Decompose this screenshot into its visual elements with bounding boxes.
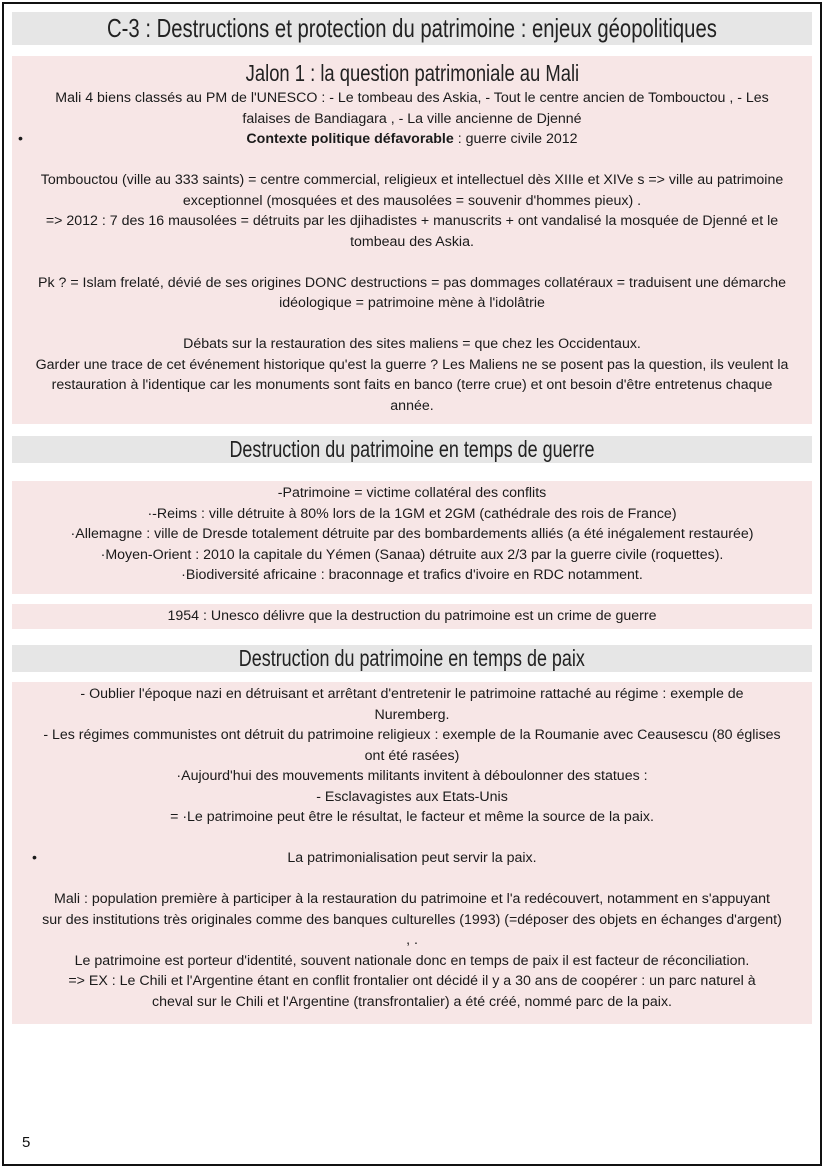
peace-line: , . <box>406 932 418 948</box>
jalon1-title: Jalon 1 : la question patrimoniale au Mali <box>245 60 579 86</box>
peace-line: - Oublier l'époque nazi en détruisant et arrêtant d'entretenir le patrimoine rattaché au régime : exemple de <box>80 686 744 702</box>
war-line: ·Biodiversité africaine : braconnage et trafics d'ivoire en RDC notamment. <box>181 567 643 583</box>
peace-line: ·Aujourd'hui des mouvements militants invitent à déboulonner des statues : <box>176 768 648 784</box>
jalon1-line: Garder une trace de cet événement historique qu'est la guerre ? Les Maliens ne se posent pas la question, ils veulent la <box>35 356 789 373</box>
war-section-title <box>12 436 812 463</box>
peace-section-title <box>12 645 812 672</box>
jalon1-line: restauration à l'identique car les monuments sont faits en banco (terre crue) et ont besoin d'être entretenus chaque <box>51 377 773 393</box>
peace-line: sur des institutions très originales comme des banques culturelles (1993) (=déposer des objets en échanges d'argent) <box>42 911 782 928</box>
peace-line: => EX : Le Chili et l'Argentine étant en conflit frontalier ont décidé il y a 30 ans de coopérer : un parc naturel à <box>68 973 756 989</box>
jalon1-line: Débats sur la restauration des sites maliens = que chez les Occidentaux. <box>183 336 641 352</box>
peace-line: - Les régimes communistes ont détruit du patrimoine religieux : exemple de la Roumanie avec Ceausescu (80 églises <box>43 727 781 743</box>
war-line: -Patrimoine = victime collatéral des conflits <box>277 485 547 501</box>
unesco-line: 1954 : Unesco délivre que la destruction du patrimoine est un crime de guerre <box>167 608 657 624</box>
unesco-box <box>12 604 812 629</box>
main-title <box>12 12 812 45</box>
jalon1-line: Mali 4 biens classés au PM de l'UNESCO : - Le tombeau des Askia, - Tout le centre ancien de Tombouctou , - Les <box>55 90 769 106</box>
war-box <box>12 481 812 594</box>
peace-line: Nuremberg. <box>374 706 450 723</box>
bullet-icon: • <box>18 131 23 147</box>
bullet-icon: • <box>32 850 37 866</box>
peace-bullet-line <box>12 848 812 869</box>
peace-line: Le patrimoine est porteur d'identité, souvent nationale donc en temps de paix il est facteur de réconciliation. <box>74 952 750 969</box>
peace-line: = ·Le patrimoine peut être le résultat, le facteur et même la source de la paix. <box>170 809 654 825</box>
jalon1-line: Pk ? = Islam frelaté, dévié de ses origines DONC destructions = pas dommages collatéraux = traduisent une démarche <box>38 274 786 291</box>
jalon1-line: Tombouctou (ville au 333 saints) = centre commercial, religieux et intellectuel dès XIIIe et XIVe s => ville au patrimoine <box>40 172 784 188</box>
main-title-text: C-3 : Destructions et protection du patrimoine : enjeux géopolitiques <box>107 13 717 43</box>
war-line: ·Allemagne : ville de Dresde totalement détruite par des bombardements alliés (a été inégalement restaurée) <box>70 526 754 542</box>
jalon1-line: année. <box>390 397 434 414</box>
jalon1-line: idéologique = patrimoine mène à l'idolâtrie <box>279 295 545 311</box>
jalon1-line: exceptionnel (mosquées et des mausolées = souvenir d'hommes pieux) . <box>182 192 642 209</box>
peace-line: ont été rasées) <box>364 747 460 764</box>
peace-line: cheval sur le Chili et l'Argentine (transfrontalier) a été créé, nommé parc de la paix. <box>151 993 672 1010</box>
war-line: ·-Reims : ville détruite à 80% lors de la 1GM et 2GM (cathédrale des rois de France) <box>147 505 677 522</box>
jalon1-box <box>12 56 812 424</box>
peace-box <box>12 682 812 1024</box>
jalon1-context <box>12 129 812 150</box>
peace-line: Mali : population première à participer à la restauration du patrimoine et l'a redécouvert, notamment en s'appuyant <box>54 891 770 907</box>
war-line: ·Moyen-Orient : 2010 la capitale du Yémen (Sanaa) détruite aux 2/3 par la guerre civile (roquettes). <box>100 546 724 563</box>
page-number: 5 <box>22 1134 31 1151</box>
jalon1-line: falaises de Bandiagara , - La ville ancienne de Djenné <box>242 110 582 127</box>
war-title-text: Destruction du patrimoine en temps de guerre <box>229 436 595 462</box>
jalon1-line: => 2012 : 7 des 16 mausolées = détruits par les djihadistes + manuscrits + ont vandalisé la mosquée de Djenné et le <box>45 213 779 229</box>
context-rest: : guerre civile 2012 <box>453 131 578 147</box>
peace-bullet-text: La patrimonialisation peut servir la paix. <box>287 850 537 866</box>
context-bold: Contexte politique défavorable <box>246 131 454 147</box>
peace-title-text: Destruction du patrimoine en temps de paix <box>238 645 586 671</box>
jalon1-line: tombeau des Askia. <box>350 233 474 250</box>
peace-line: - Esclavagistes aux Etats-Unis <box>316 788 508 805</box>
